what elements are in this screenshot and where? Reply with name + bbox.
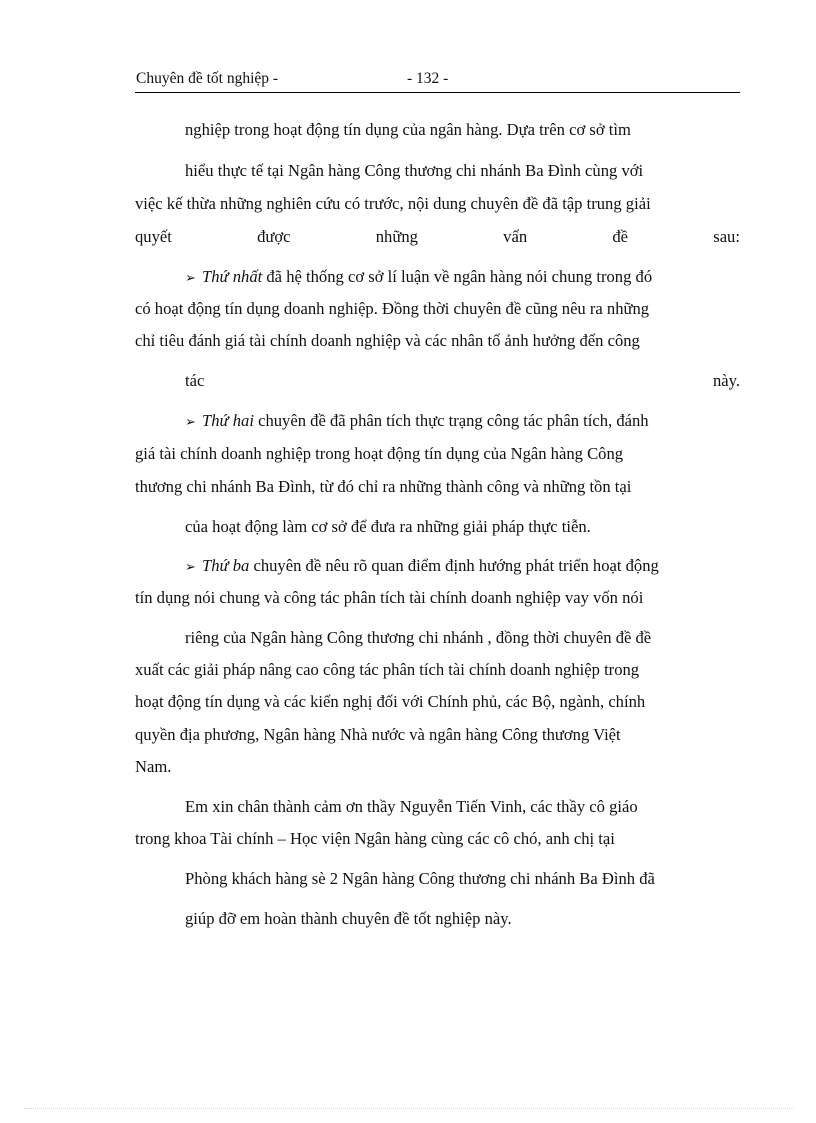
text-line: hoạt động tín dụng và các kiến nghị đối với Chính phủ, các Bộ, ngành, chính [135,692,646,711]
arrow-bullet-icon: ➢ [185,415,196,430]
text-line: của hoạt động làm cơ sở để đưa ra những giải pháp thực tiễn. [185,517,591,536]
bullet-heading: Thứ hai [202,411,254,430]
text-line [135,226,740,248]
text-line: Em xin chân thành cảm ơn thầy Nguyễn Tiến Vinh, các thầy cô giáo [185,797,638,816]
word: quyết [135,227,172,246]
text-line: có hoạt động tín dụng doanh nghiệp. Đồng thời chuyên đề cũng nêu ra những [135,299,650,318]
text-line: hiểu thực tế tại Ngân hàng Công thương chi nhánh Ba Đình cùng với [185,161,644,180]
text-line: việc kế thừa những nghiên cứu có trước, nội dung chuyên đề đã tập trung giải [135,194,651,213]
page-bottom-divider [24,1108,794,1109]
text-line: xuất các giải pháp nâng cao công tác phân tích tài chính doanh nghiệp trong [135,660,640,679]
bullet-heading: Thứ nhất [202,267,263,286]
word: tác [185,371,205,390]
arrow-bullet-icon: ➢ [185,560,196,575]
bullet-item-first [185,266,652,290]
text-line: thương chi nhánh Ba Đình, từ đó chỉ ra những thành công và những tồn tại [135,477,632,496]
text-line: chỉ tiêu đánh giá tài chính doanh nghiệp và các nhân tố ảnh hưởng đến công [135,331,640,350]
bullet-item-second [185,410,649,434]
text-line: riêng của Ngân hàng Công thương chi nhánh , đồng thời chuyên đề đề [185,628,652,647]
bullet-text: đã hệ thống cơ sở lí luận về ngân hàng nói chung trong đó [262,267,653,286]
word: đề [612,227,629,246]
text-line: giá tài chính doanh nghiệp trong hoạt động tín dụng của Ngân hàng Công [135,444,624,463]
text-line: Phòng khách hàng sè 2 Ngân hàng Công thương chi nhánh Ba Đình đã [185,869,655,888]
word: được [257,227,291,246]
bullet-text: chuyên đề nêu rõ quan điểm định hướng phát triển hoạt động [249,556,659,575]
bullet-text: chuyên đề đã phân tích thực trạng công tác phân tích, đánh [253,411,649,430]
arrow-bullet-icon: ➢ [185,271,196,286]
page-number: - 132 - [407,70,449,87]
text-line: tín dụng nói chung và công tác phân tích tài chính doanh nghiệp vay vốn nói [135,588,644,607]
bullet-item-third [185,555,659,579]
text-line: nghiệp trong hoạt động tín dụng của ngân hàng. Dựa trên cơ sở tìm [185,120,631,139]
word: vấn [503,227,528,246]
word: sau: [713,227,740,246]
page-header [135,66,740,93]
text-line: trong khoa Tài chính – Học viện Ngân hàng cùng các cô chó, anh chị tại [135,829,615,848]
text-line: quyền địa phương, Ngân hàng Nhà nước và ngân hàng Công thương Việt [135,725,621,744]
text-line: giúp đỡ em hoàn thành chuyên đề tốt nghiệp này. [185,909,512,928]
document-title: Chuyên đề tốt nghiệp - [136,70,279,87]
text-line: Nam. [135,757,172,776]
bullet-heading: Thứ ba [202,556,250,575]
word: những [375,227,418,246]
text-line [185,370,740,392]
word: này. [712,371,740,390]
